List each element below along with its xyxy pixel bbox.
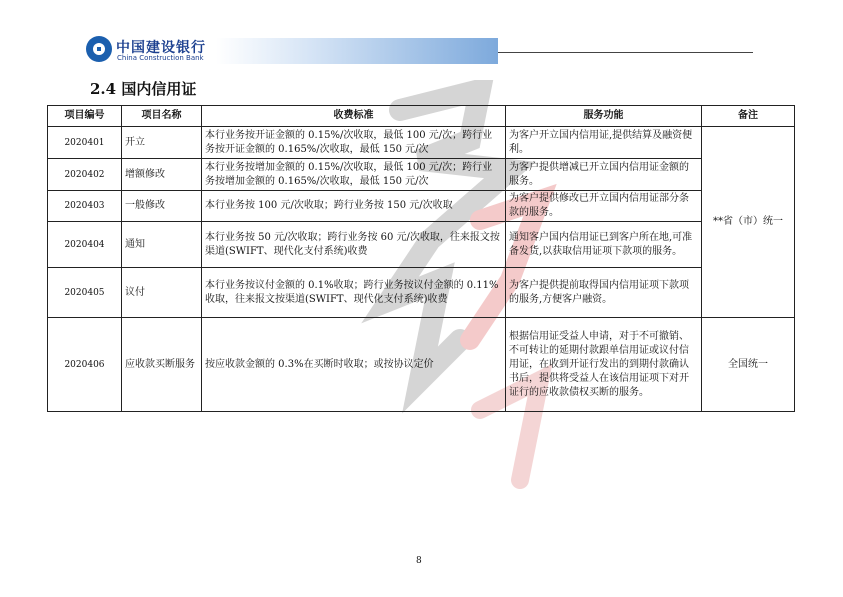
header-gradient-band: [216, 38, 498, 64]
row-service: 为客户开立国内信用证,提供结算及融资便利。: [506, 127, 702, 159]
row-code: 2020403: [48, 191, 122, 222]
row-name: 通知: [122, 222, 202, 268]
row-code: 2020402: [48, 159, 122, 191]
row-code: 2020404: [48, 222, 122, 268]
ccb-logo-icon: [86, 36, 112, 62]
table-row: [48, 222, 795, 268]
fee-table: [47, 105, 795, 412]
row-code: 2020401: [48, 127, 122, 159]
row-code: 2020406: [48, 318, 122, 412]
row-service: 通知客户国内信用证已到客户所在地,可准备发货,以获取信用证项下款项的服务。: [506, 222, 702, 268]
table-row: [48, 127, 795, 159]
row-remark-last: 全国统一: [702, 318, 795, 412]
section-title: 2.4 国内信用证: [90, 80, 197, 98]
row-service: 为客户提供修改已开立国内信用证部分条款的服务。: [506, 191, 702, 222]
page-number: 8: [416, 556, 422, 566]
row-service: 为客户提供提前取得国内信用证项下款项的服务,方便客户融资。: [506, 268, 702, 318]
row-service: 根据信用证受益人申请，对于不可撤销、不可转让的延期付款跟单信用证或议付信用证，在收到开证行发出的到期付款确认书后，提供将受益人在该信用证项下对开证行的应收款债权买断的服务。: [506, 318, 702, 412]
bank-name-cn: 中国建设银行: [116, 40, 206, 56]
row-fee: 本行业务按开证金额的 0.15%/次收取，最低 100 元/次；跨行业务按开证金额的 0.165%/次收取，最低 150 元/次: [202, 127, 506, 159]
col-header-service: 服务功能: [506, 106, 702, 127]
row-fee: 本行业务按 100 元/次收取；跨行业务按 150 元/次收取: [202, 191, 506, 222]
row-name: 应收款买断服务: [122, 318, 202, 412]
col-header-fee: 收费标准: [202, 106, 506, 127]
table-row: [48, 268, 795, 318]
row-fee: 本行业务按 50 元/次收取；跨行业务按 60 元/次收取，往来报文按渠道(SWIFT、现代化支付系统)收费: [202, 222, 506, 268]
row-name: 一般修改: [122, 191, 202, 222]
row-service: 为客户提供增减已开立国内信用证金额的服务。: [506, 159, 702, 191]
page-header: [86, 36, 498, 66]
table-header-row: [48, 106, 795, 127]
table-row: [48, 318, 795, 412]
table-row: [48, 191, 795, 222]
row-name: 开立: [122, 127, 202, 159]
row-name: 增额修改: [122, 159, 202, 191]
bank-name-en: China Construction Bank: [117, 54, 204, 62]
row-fee: 按应收款金额的 0.3%在买断时收取；或按协议定价: [202, 318, 506, 412]
header-rule: [498, 52, 753, 53]
col-header-name: 项目名称: [122, 106, 202, 127]
col-header-remark: 备注: [702, 106, 795, 127]
col-header-code: 项目编号: [48, 106, 122, 127]
row-fee: 本行业务按议付金额的 0.1%收取；跨行业务按议付金额的 0.11%收取，往来报文按渠道(SWIFT、现代化支付系统)收费: [202, 268, 506, 318]
row-remark-group: **省（市）统一: [702, 127, 795, 318]
row-name: 议付: [122, 268, 202, 318]
row-fee: 本行业务按增加金额的 0.15%/次收取，最低 100 元/次；跨行业务按增加金额的 0.165%/次收取，最低 150 元/次: [202, 159, 506, 191]
row-code: 2020405: [48, 268, 122, 318]
table-row: [48, 159, 795, 191]
